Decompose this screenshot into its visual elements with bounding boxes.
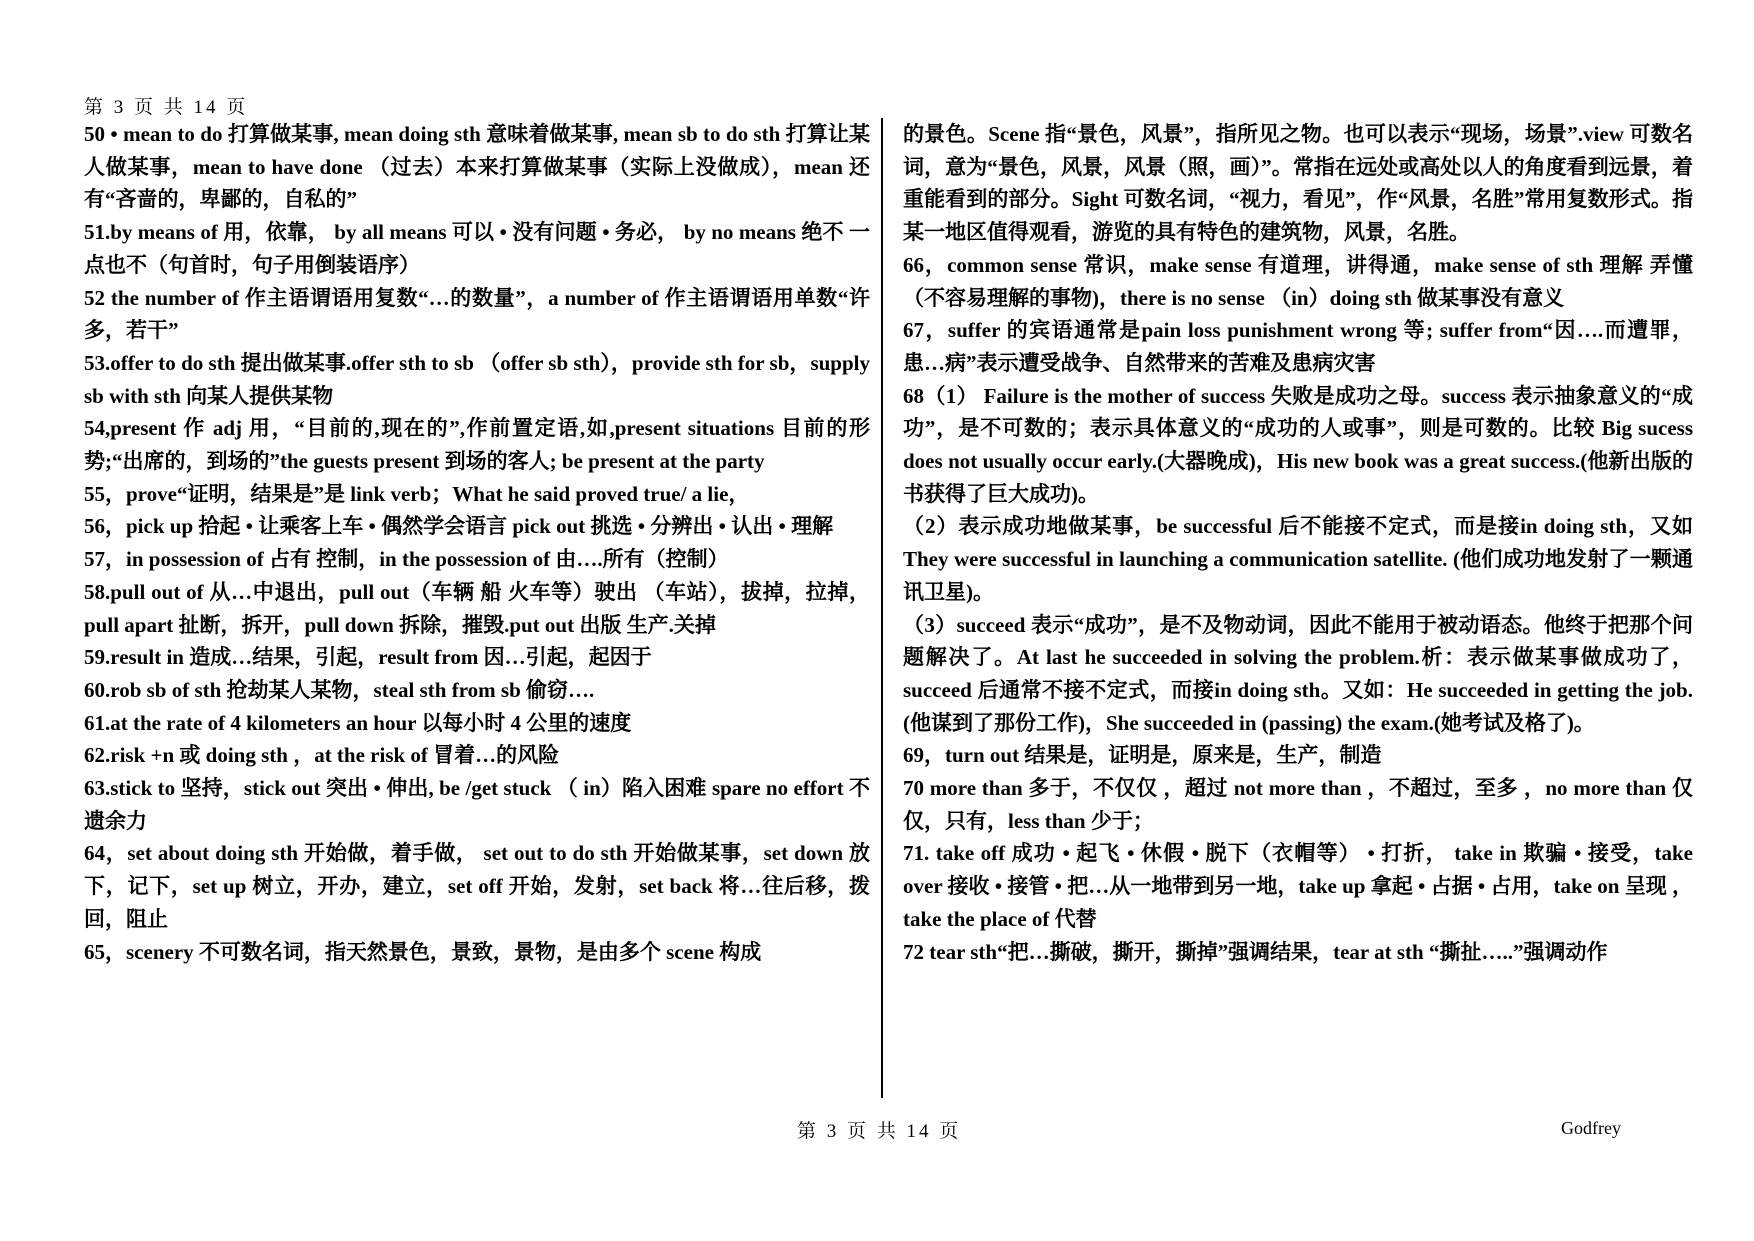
entry-68-2: （2）表示成功地做某事，be successful 后不能接不定式，而是接in doing sth，又如 They were successful in launching a communication satellite. (他们成功地发射了一颗通讯卫星)。 [903, 514, 1693, 604]
entry-70: 70 more than 多于，不仅仅 ，超过 not more than ，不超过，至多 ，no more than 仅仅，只有，less than 少于； [903, 776, 1693, 833]
entry-62: 62.risk +n 或 doing sth ，at the risk of 冒着…的风险 [84, 743, 560, 768]
entry-72: 72 tear sth“把…撕破，撕开，撕掉”强调结果，tear at sth “撕扯…..”强调动作 [903, 939, 1608, 964]
entry-66: 66，common sense 常识，make sense 有道理，讲得通，make sense of sth 理解 弄懂（不容易理解的事物)，there is no sense （in）doing sth 做某事没有意义 [903, 252, 1693, 310]
entry-52: 52 the number of 作主语谓语用复数“…的数量”，a number of 作主语谓语用单数“许多，若干” [84, 285, 870, 343]
entry-64: 64，set about doing sth 开始做，着手做， set out to do sth 开始做某事，set down 放下，记下，set up 树立，开办，建立，set off 开始，发射，set back 将…往后移，拨回，阻止 [84, 841, 870, 931]
entry-69: 69，turn out 结果是，证明是，原来是，生产，制造 [903, 743, 1382, 768]
footer-author: Godfrey [1561, 1118, 1621, 1138]
header-page-indicator: 第 3 页 共 14 页 [84, 97, 249, 118]
entry-61: 61.at the rate of 4 kilometers an hour 以每小时 4 公里的速度 [84, 710, 632, 735]
entry-54: 54,present 作 adj 用，“目前的,现在的”,作前置定语,如,present situations 目前的形势;“出席的，到场的”the guests present 到场的客人; be present at the party [84, 416, 870, 474]
right-column [903, 118, 1693, 968]
entry-58: 58.pull out of 从…中退出，pull out（车辆 船 火车等）驶出 （车站），拔掉，拉掉，pull apart 扯断，拆开，pull down 拆除，摧毁.put out 出版 生产.关掉 [84, 579, 870, 637]
entry-57: 57，in possession of 占有 控制，in the possession of 由….所有（控制） [84, 547, 729, 572]
footer-page-indicator: 第 3 页 共 14 页 [797, 1121, 962, 1142]
entry-65: 65，scenery 不可数名词，指天然景色，景致，景物，是由多个 scene 构成 [84, 939, 762, 964]
entry-55: 55，prove“证明，结果是”是 link verb；What he said proved true/ a lie， [84, 481, 750, 506]
entry-68-1: 68（1） Failure is the mother of success 失败是成功之母。success 表示抽象意义的“成功”，是不可数的；表示具体意义的“成功的人或事”，则是可数的。比较 Big sucess does not usually occur early.(大器晚成)，His new book was a great success.(他新出版的书获得了巨大成功)。 [903, 383, 1693, 506]
entry-68-3: （3）succeed 表示“成功”，是不及物动词，因此不能用于被动语态。他终于把那个问题解决了。At last he succeeded in solving the problem.析：表示做某事做成功了，succeed 后通常不接不定式，而接in doing sth。又如：He succeeded in getting the job.(他谋到了那份工作)，She succeeded in (passing) the exam.(她考试及格了)。 [903, 612, 1693, 735]
entry-59: 59.result in 造成…结果，引起，result from 因…引起，起因于 [84, 645, 652, 670]
entry-56: 56，pick up 拾起 • 让乘客上车 • 偶然学会语言 pick out 挑选 • 分辨出 • 认出 • 理解 [84, 514, 834, 539]
entry-53: 53.offer to do sth 提出做某事.offer sth to sb （offer sb sth），provide sth for sb，supply sb with sth 向某人提供某物 [84, 350, 870, 408]
entry-71: 71. take off 成功 • 起飞 • 休假 • 脱下（衣帽等） • 打折， take in 欺骗 • 接受，take over 接收 • 接管 • 把…从一地带到另一地，take up 拿起 • 占据 • 占用，take on 呈现 ，take the place of 代替 [903, 841, 1693, 931]
left-column [84, 118, 870, 968]
entry-65-continued: 的景色。Scene 指“景色，风景”，指所见之物。也可以表示“现场，场景”.view 可数名词，意为“景色，风景，风景（照，画）”。常指在远处或高处以人的角度看到远景，着重能看到的部分。Sight 可数名词，“视力，看见”，作“风景，名胜”常用复数形式。指某一地区值得观看，游览的具有特色的建筑物，风景，名胜。 [903, 122, 1693, 245]
entry-60: 60.rob sb of sth 抢劫某人某物，steal sth from sb 偷窃…. [84, 677, 595, 702]
entry-63: 63.stick to 坚持，stick out 突出 • 伸出, be /get stuck （ in）陷入困难 spare no effort 不遗余力 [84, 776, 870, 833]
column-divider [881, 118, 883, 1098]
entry-67: 67，suffer 的宾语通常是pain loss punishment wrong 等; suffer from“因….而遭罪，患…病”表示遭受战争、自然带来的苦难及患病灾害 [903, 318, 1693, 375]
entry-50: 50 • mean to do 打算做某事, mean doing sth 意味着做某事, mean sb to do sth 打算让某人做某事，mean to have done （过去）本来打算做某事（实际上没做成），mean 还有“吝啬的，卑鄙的，自私的” [84, 122, 871, 212]
entry-51: 51.by means of 用，依靠， by all means 可以 • 没有问题 • 务必， by no means 绝不 一点也不（句首时，句子用倒装语序） [84, 220, 870, 277]
